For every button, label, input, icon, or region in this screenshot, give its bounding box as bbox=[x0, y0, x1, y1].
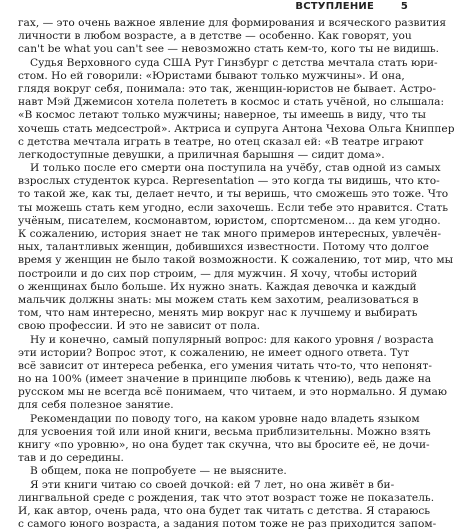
text-line: хочешь стать медсестрой». Актриса и супруга Антона Чехова Ольга Книппер bbox=[18, 122, 454, 135]
text-line: К сожалению, история знает не так много примеров интересных, увлечён- bbox=[18, 228, 442, 240]
text-line: И только после его смерти она поступила на учёбу, став одной из самых bbox=[30, 162, 441, 175]
page-number: 5 bbox=[400, 1, 408, 12]
text-line: время у женщин не было такой возможности. К сожалению, тот мир, что мы bbox=[18, 254, 454, 267]
text-line: личности в любом возрасте, а в детстве — особенно. Как говорят, you bbox=[18, 30, 412, 43]
text-line: эти истории? Вопрос этот, к сожалению, не имеет одного ответа. Тут bbox=[18, 346, 410, 359]
text-line: навт Мэй Джемисон хотела полететь в космос и стать учёной, но слышала: bbox=[18, 96, 445, 109]
text-line: русском мы не всегда всё понимаем, что читаем, и это нормально. Я думаю bbox=[18, 386, 448, 399]
text-line: книгу «по уровню», но она будет так скучна, что вы бросите её, не дочи- bbox=[18, 439, 430, 451]
text-line: построили и до сих пор строим, — для мужчин. Я хочу, чтобы историй bbox=[18, 267, 418, 280]
section-title: ВСТУПЛЕНИЕ bbox=[295, 1, 374, 12]
text-line: но на 100% (имеет значение в принципе любовь к чтению), ведь даже на bbox=[18, 373, 432, 386]
text-line: Ну и конечно, самый популярный вопрос: для какого уровня / возраста bbox=[30, 333, 434, 346]
text-line: Я эти книги читаю со своей дочкой: ей 7 лет, но она живёт в би- bbox=[30, 478, 395, 491]
text-line: глядя вокруг себя, понимала: это так, женщин-юристов не бывает. Астро- bbox=[18, 82, 437, 95]
text-line: тав и до середины. bbox=[18, 452, 124, 465]
text-line: для себя полезное занятие. bbox=[18, 399, 174, 412]
text-line: то такой же, как ты, делает нечто, и ты веришь, что сможешь это тоже. Что bbox=[18, 188, 449, 201]
text-line: стом. Но ей говорили: «Юристами бывают только мужчины». И она, bbox=[18, 69, 405, 82]
text-line: В общем, пока не попробуете — не выясните. bbox=[30, 465, 287, 478]
text-line: с детства мечтала играть в театре, но отец сказал ей: «В театре играют bbox=[18, 135, 424, 148]
text-line: лингвальной среде с рождения, так что этот возраст тоже не показатель. bbox=[18, 491, 435, 504]
text-line: мальчик должны знать: мы можем стать кем захотим, реализоваться в bbox=[18, 293, 419, 306]
text-line: can't be what you can't see — невозможно стать кем-то, кого ты не видишь. bbox=[18, 43, 439, 56]
text-line: ты можешь стать кем угодно, если захочешь. Если тебе это нравится. Стать bbox=[18, 201, 448, 214]
text-line: свою профессии. И это не зависит от пола. bbox=[18, 320, 261, 333]
text-line: всё зависит от интереса ребенка, его умения читать что-то, что непонят- bbox=[18, 359, 432, 372]
text-line: ных, талантливых женщин, добившихся известности. Потому что долгое bbox=[18, 241, 429, 254]
text-line: гах, — это очень важное явление для формирования и всяческого развития bbox=[18, 17, 447, 29]
text-line: «В космос летают только мужчины; наверное, ты имеешь в виду, что ты bbox=[18, 109, 426, 122]
text-line: И, как автор, очень рада, что она будет так читать с детства. Я стараюсь bbox=[18, 504, 431, 517]
text-line: взрослых студенток курса. Representation — это когда ты видишь, что кто- bbox=[18, 175, 440, 188]
running-header bbox=[0, 0, 420, 15]
text-line: Судья Верховного суда США Рут Гинзбург с детства мечтала стать юри- bbox=[30, 56, 438, 69]
text-line: Рекомендации по поводу того, на каком уровне надо владеть языком bbox=[30, 412, 420, 425]
text-line: учёным, писателем, космонавтом, юристом, спортсменом... да кем угодно. bbox=[18, 214, 441, 227]
text-line: легкодоступные девушки, а приличная барышня — сидит дома». bbox=[18, 148, 385, 161]
text-line: том, что нам интересно, менять мир вокруг нас к лучшему и выбирать bbox=[18, 307, 418, 320]
body-text bbox=[18, 17, 454, 531]
text-line: о женщинах было больше. Их нужно знать. Каждая девочка и каждый bbox=[18, 280, 417, 293]
text-line: для усвоения той или иной книги, весьма приблизительны. Можно взять bbox=[18, 425, 431, 438]
text-line: с самого юного возраста, а задания потом тоже не раз приходится запом- bbox=[18, 518, 437, 531]
